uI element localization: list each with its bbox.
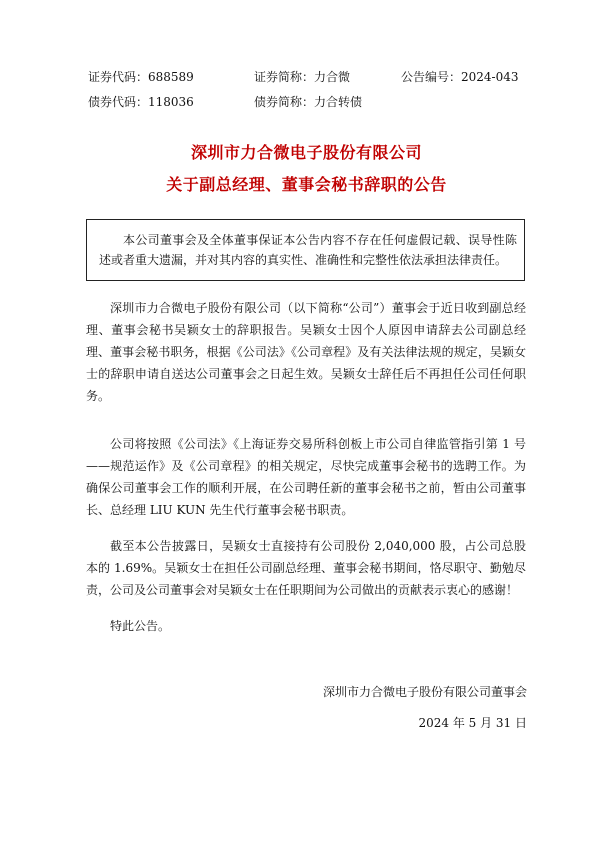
disclaimer-text: 本公司董事会及全体董事保证本公告内容不存在任何虚假记载、误导性陈述或者重大遗漏，并对其内容的真实性、准确性和完整性依法承担法律责任。 (99, 233, 517, 267)
title-subject: 关于副总经理、董事会秘书辞职的公告 (166, 175, 447, 194)
bond-abbreviation: 债券简称：力合转债 (254, 95, 363, 109)
paragraph-replacement: 公司将按照《公司法》《上海证券交易所科创板上市公司自律监管指引第 1 号——规范运作》及《公司章程》的相关规定，尽快完成董事会秘书的选聘工作。为确保公司董事会工作的顺利开展，在公司聘任新的董事会秘书之前，暂由公司董事长、总经理 LIU KUN 先生代行董事会秘书职责。 (86, 437, 526, 517)
paragraph-resignation: 深圳市力合微电子股份有限公司（以下简称“公司”）董事会于近日收到副总经理、董事会秘书吴颖女士的辞职报告。吴颖女士因个人原因申请辞去公司副总经理、董事会秘书职务，根据《公司法》《公司章程》及有关法律法规的规定，吴颖女士的辞职申请自送达公司董事会之日起生效。吴颖女士辞任后不再担任公司任何职务。 (86, 301, 526, 403)
stock-abbreviation: 证券简称：力合微 (254, 70, 351, 84)
title-company: 深圳市力合微电子股份有限公司 (190, 143, 422, 162)
signature-company: 深圳市力合微电子股份有限公司董事会 (322, 685, 527, 699)
paragraph-shareholding: 截至本公告披露日，吴颖女士直接持有公司股份 2,040,000 股，占公司总股本的 1.69%。吴颖女士在担任公司副总经理、董事会秘书期间，恪尽职守、勤勉尽责，公司及公司董事会对吴颖女士在任职期间为公司做出的贡献表示衷心的感谢！ (86, 539, 526, 597)
bond-code: 债券代码：118036 (88, 95, 194, 109)
stock-code: 证券代码：688589 (88, 70, 194, 84)
paragraph-closing: 特此公告。 (110, 619, 171, 633)
disclaimer-box (86, 219, 525, 281)
announcement-number: 公告编号：2024-043 (401, 70, 519, 84)
signature-date: 2024 年 5 月 31 日 (418, 716, 527, 730)
